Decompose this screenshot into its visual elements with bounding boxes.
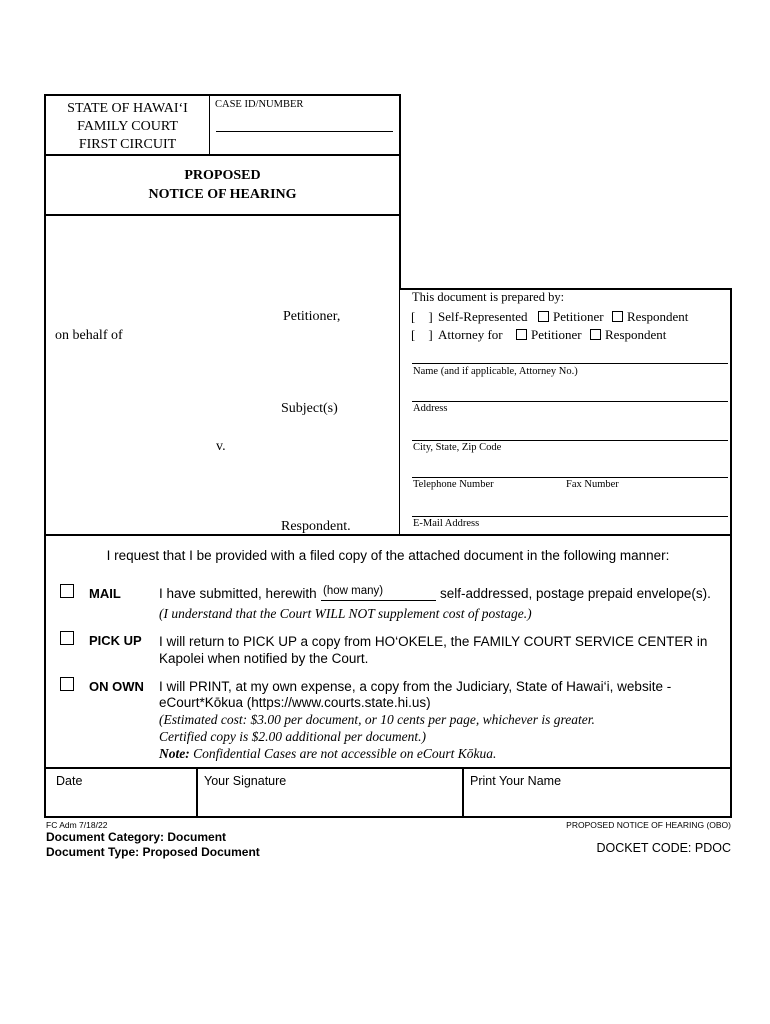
email-field[interactable] [412,516,728,517]
signature-divider-2 [462,767,464,818]
on-own-line-1: I will PRINT, at my own expense, a copy from the Judiciary, State of Hawai‘i, website - [159,679,672,694]
mail-text-after: self-addressed, postage prepaid envelope(s). [440,586,711,601]
case-id-label: CASE ID/NUMBER [215,99,304,110]
prepared-box-left [399,288,400,536]
city-field[interactable] [412,440,728,441]
attorney-for-label: Attorney for [438,327,503,342]
request-signature-divider [44,767,732,769]
name-field[interactable] [412,363,728,364]
signature-bottom [44,816,732,818]
address-field[interactable] [412,401,728,402]
print-name-field[interactable]: Print Your Name [470,774,562,788]
prepared-by-heading: This document is prepared by: [412,290,565,304]
document-category: Document Category: Document [46,830,227,844]
signature-field[interactable]: Your Signature [204,774,287,788]
pickup-checkbox[interactable] [60,631,74,645]
on-own-cost-line: (Estimated cost: $3.00 per document, or 10 cents per page, whichever is greater. [159,712,595,727]
email-field-label: E-Mail Address [413,518,480,529]
mail-note: (I understand that the Court WILL NOT supplement cost of postage.) [159,606,532,621]
attorney-respondent-checkbox[interactable] [590,329,601,340]
self-respondent-checkbox[interactable] [612,311,623,322]
telephone-field[interactable] [412,477,728,478]
address-field-label: Address [413,403,448,414]
self-petitioner-checkbox[interactable] [538,311,549,322]
pickup-line-2: Kapolei when notified by the Court. [159,651,369,666]
header-box-left [44,94,46,536]
name-field-label: Name (and if applicable, Attorney No.) [413,366,578,377]
attorney-petitioner-checkbox[interactable] [516,329,527,340]
on-own-checkbox[interactable] [60,677,74,691]
date-field[interactable]: Date [56,774,83,788]
self-represented-label: Self-Represented [438,309,528,324]
court-circuit: FIRST CIRCUIT [78,137,177,152]
mail-text-before: I have submitted, herewith [159,586,317,601]
header-box-top [44,94,401,96]
on-own-line-2: eCourt*Kōkua (https://www.courts.state.hi.us) [159,695,431,710]
signature-divider-1 [196,767,198,818]
document-title [46,166,399,204]
mail-count-field[interactable] [321,600,436,601]
court-name [46,100,209,154]
attorney-bracket[interactable]: [ ] [411,327,433,342]
attorney-respondent-label: Respondent [605,327,667,342]
document-type: Document Type: Proposed Document [46,845,260,859]
form-name: PROPOSED NOTICE OF HEARING (OBO) [566,820,731,830]
parties-request-divider [44,534,732,536]
on-behalf-of-label: on behalf of [55,328,123,343]
docket-code: DOCKET CODE: PDOC [596,841,731,855]
mail-checkbox[interactable] [60,584,74,598]
city-field-label: City, State, Zip Code [413,442,502,453]
court-title-divider [44,154,401,156]
respondent-label: Respondent. [281,519,351,534]
fax-field-label: Fax Number [566,479,619,490]
form-id: FC Adm 7/18/22 [46,820,108,830]
subjects-label: Subject(s) [281,401,338,416]
title-line-1: PROPOSED [184,168,261,183]
title-line-2: NOTICE OF HEARING [148,187,297,202]
on-own-note [159,746,496,762]
telephone-field-label: Telephone Number [413,479,494,490]
on-own-label: ON OWN [89,679,144,694]
pickup-line-1: I will return to PICK UP a copy from HO‘OKELE, the FAMILY COURT SERVICE CENTER in [159,634,708,649]
pickup-label: PICK UP [89,633,142,648]
header-box-right [399,94,401,290]
court-state: STATE OF HAWAI‘I [67,101,188,116]
mail-label: MAIL [89,586,121,601]
prepared-box-right [730,288,732,818]
petitioner-label: Petitioner, [283,309,341,324]
title-parties-divider [44,214,401,216]
court-type: FAMILY COURT [77,119,178,134]
on-own-note-label: Note: [159,746,190,761]
request-intro: I request that I be provided with a filed copy of the attached document in the following manner: [106,548,670,563]
case-id-field[interactable] [216,131,393,132]
versus-label: v. [216,439,226,454]
on-own-certified-line: Certified copy is $2.00 additional per document.) [159,729,426,744]
self-respondent-label: Respondent [627,309,689,324]
self-represented-bracket[interactable]: [ ] [411,309,433,324]
on-own-note-text: Confidential Cases are not accessible on eCourt Kōkua. [193,746,497,761]
court-case-divider [209,94,210,154]
mail-count-hint: (how many) [323,585,384,597]
self-petitioner-label: Petitioner [553,309,604,324]
attorney-petitioner-label: Petitioner [531,327,582,342]
request-left-border [44,534,46,818]
